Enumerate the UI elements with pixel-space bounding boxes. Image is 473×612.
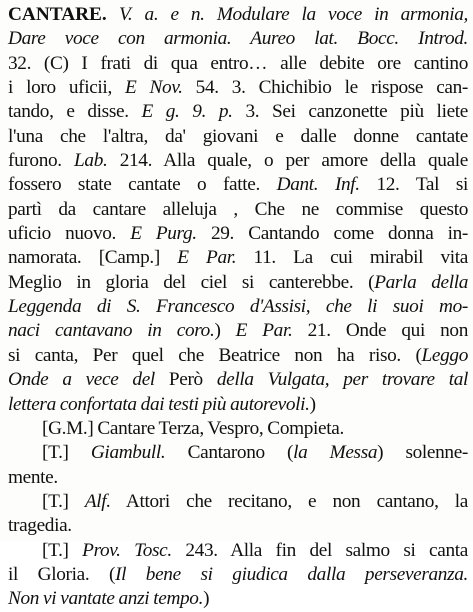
italic-text: Giambull.: [90, 442, 166, 464]
entry-line: [8, 271, 468, 295]
roman-text: furono.: [8, 150, 75, 172]
roman-text: 29. Cantando come donna in-: [196, 223, 468, 245]
entry-line: [8, 173, 468, 197]
entry-line: [8, 319, 468, 343]
entry-line: [8, 539, 468, 563]
italic-text: E Par.: [177, 247, 237, 269]
entry-line: [8, 125, 468, 149]
roman-text: 54. 3. Chichibio le rispose can-: [182, 77, 469, 99]
roman-text: Meglio in gloria del ciel si canterebbe. (: [8, 271, 375, 293]
italic-text: la Messa: [293, 442, 378, 464]
roman-text: [T.]: [42, 539, 83, 561]
roman-text: tragedia.: [8, 515, 72, 537]
roman-text: mente.: [8, 466, 58, 488]
headword: CANTARE.: [8, 4, 107, 25]
italic-text: lettera confortata dai testi più autorevoli.: [8, 393, 310, 415]
italic-text: Alf.: [84, 490, 111, 512]
entry-line: [8, 563, 468, 587]
entry-line: [8, 222, 468, 246]
italic-text: Lab.: [74, 150, 108, 172]
roman-text: tando, e disse.: [8, 101, 142, 123]
roman-text: l'una che l'altra, da' giovani e dalle donne cantate: [8, 125, 468, 147]
italic-text: naci cantavano in coro.: [8, 320, 215, 342]
italic-text: Il bene si giudica dalla perseveranza.: [115, 563, 469, 585]
entry-line: [8, 490, 468, 514]
roman-text: 32. (C) I frati di qua entro… alle debite ore cantino: [8, 52, 468, 74]
roman-text: [T.]: [42, 490, 85, 512]
entry-line: [8, 393, 468, 417]
entry-line: [8, 368, 468, 392]
roman-text: 214. Alla quale, o per amore della quale: [107, 150, 468, 172]
italic-text: E Par.: [235, 320, 293, 342]
entry-line: [8, 466, 468, 490]
roman-text: il Gloria. (: [8, 563, 116, 585]
roman-text: [G.M.] Cantare Terza, Vespro, Compieta.: [42, 417, 344, 439]
dictionary-entry-cantare: [8, 3, 468, 612]
roman-text: fossero state cantate o fatte.: [8, 174, 277, 196]
entry-line: [8, 344, 468, 368]
italic-text: Leggenda di S. Francesco d'Assisi, che li suoi mo-: [8, 296, 468, 318]
roman-text: uficio nuovo.: [8, 223, 131, 245]
italic-text: Leggo: [421, 344, 468, 366]
italic-text: E Purg.: [130, 223, 197, 245]
entry-line: [8, 246, 468, 270]
entry-line: [8, 52, 468, 76]
roman-text: 12. Tal si: [359, 174, 468, 196]
italic-text: Parla della: [374, 271, 469, 293]
roman-text: ): [203, 588, 210, 610]
roman-text: namorata. [Camp.]: [8, 247, 178, 269]
entry-line: [8, 295, 468, 319]
entry-line: [8, 514, 468, 538]
entry-line: [8, 149, 468, 173]
italic-text: Onde a vece del: [8, 369, 169, 391]
roman-text: Cantarono (: [165, 442, 294, 464]
italic-text: Prov. Tosc.: [82, 539, 172, 561]
italic-text: Non vi vantate anzi tempo.: [8, 588, 204, 610]
roman-text: ) solenne-: [377, 442, 468, 464]
roman-text: Attori che recitano, e non cantano, la: [110, 490, 468, 512]
roman-text: 11. La cui mirabil vita: [236, 247, 468, 269]
roman-text: 3. Sei canzonette più liete: [232, 101, 468, 123]
roman-text: ): [309, 393, 316, 415]
italic-text: Dant. Inf.: [276, 174, 360, 196]
roman-text: ): [214, 320, 236, 342]
roman-text: Però: [168, 369, 203, 391]
entry-line: [8, 100, 468, 124]
entry-line: [8, 441, 468, 465]
roman-text: [107, 4, 119, 25]
roman-text: partì da cantare alleluja , Che ne commise questo: [8, 198, 468, 220]
italic-text: E g. 9. p.: [141, 101, 233, 123]
entry-line: [8, 76, 468, 100]
roman-text: 21. Onde qui non: [292, 320, 468, 342]
italic-text: Dare voce con armonia. Aureo lat. Bocc. Introd.: [8, 28, 468, 50]
roman-text: si canta, Per quel che Beatrice non ha riso. (: [8, 344, 422, 366]
entry-line: [8, 198, 468, 222]
entry-line: [8, 417, 468, 441]
roman-text: [T.]: [42, 442, 91, 464]
entry-line: [8, 27, 468, 51]
italic-text: E Nov.: [125, 77, 183, 99]
italic-text: della Vulgata, per trovare tal: [202, 369, 468, 391]
italic-text: V. a. e n. Modulare la voce in armonia,: [118, 4, 468, 25]
entry-line: [8, 587, 468, 611]
roman-text: i loro uficii,: [8, 77, 125, 99]
entry-line: [8, 3, 468, 27]
roman-text: 243. Alla fin del salmo si canta: [171, 539, 468, 561]
